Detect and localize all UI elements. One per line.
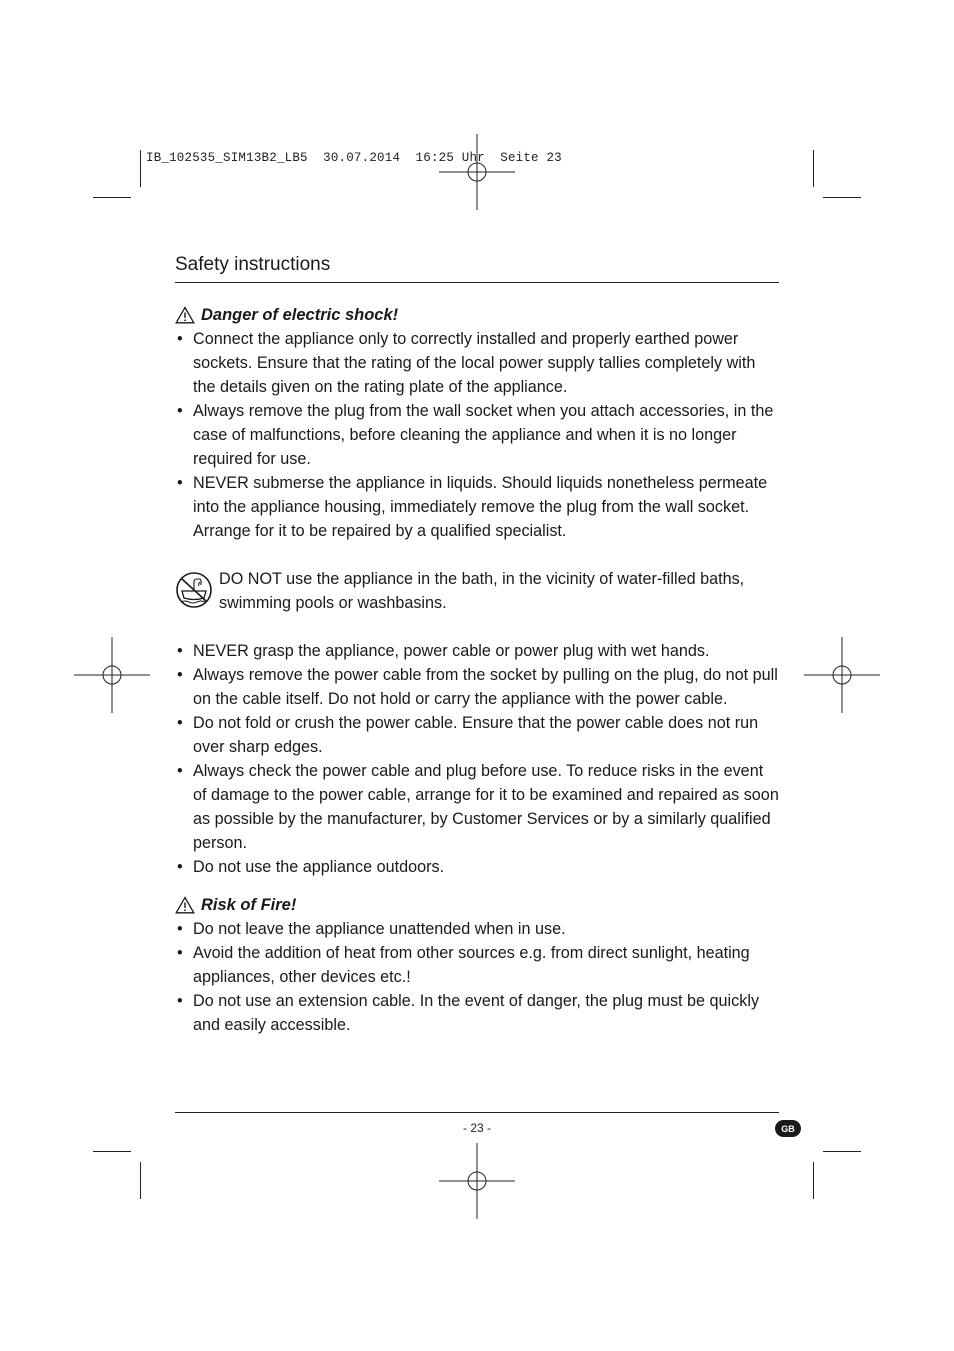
crop-mark (93, 1151, 131, 1152)
list-item: • Connect the appliance only to correctly installed and properly earthed power sockets. Ensure that the rating of the local power supply tallies completely with the details given on the rating plate of the appliance. (175, 327, 781, 399)
shock-heading (175, 303, 781, 327)
list-item: • Always remove the plug from the wall socket when you attach accessories, in the case of malfunctions, before cleaning the appliance and when it is no longer required for use. (175, 399, 781, 471)
bath-warning (175, 567, 781, 615)
shock-heading-text: Danger of electric shock! (201, 306, 399, 324)
list-item: • Always check the power cable and plug before use. To reduce risks in the event of damage to the power cable, arrange for it to be examined and repaired as soon as possible by the manufacturer, by Customer Services or by a similarly qualified person. (175, 759, 781, 855)
registration-mark-icon (74, 637, 150, 713)
registration-mark-icon (804, 637, 880, 713)
crop-mark (93, 197, 131, 198)
language-badge: GB (775, 1120, 801, 1137)
list-item: • Avoid the addition of heat from other sources e.g. from direct sunlight, heating appliances, other devices etc.! (175, 941, 781, 989)
list-item: • Do not use an extension cable. In the event of danger, the plug must be quickly and easily accessible. (175, 989, 781, 1037)
shock-bullet-list-2 (175, 639, 781, 879)
list-item: • NEVER grasp the appliance, power cable or power plug with wet hands. (175, 639, 781, 663)
crop-mark (140, 150, 141, 187)
shock-section (175, 303, 781, 879)
bath-warning-text: DO NOT use the appliance in the bath, in the vicinity of water-filled baths, swimming pools or washbasins. (219, 570, 745, 612)
list-item: • Do not use the appliance outdoors. (175, 855, 781, 879)
no-bath-icon (175, 571, 213, 609)
crop-mark (823, 197, 861, 198)
list-item: • Do not fold or crush the power cable. Ensure that the power cable does not run over sharp edges. (175, 711, 781, 759)
page-number: - 23 - (462, 1121, 491, 1135)
crop-mark (813, 1162, 814, 1199)
list-item: • Do not leave the appliance unattended when in use. (175, 917, 781, 941)
list-item: • Always remove the power cable from the socket by pulling on the plug, do not pull on the cable itself. Do not hold or carry the appliance with the power cable. (175, 663, 781, 711)
crop-mark (140, 1162, 141, 1199)
fire-heading-text: Risk of Fire! (201, 896, 297, 914)
registration-mark-icon (439, 134, 515, 210)
title-divider (175, 282, 779, 283)
fire-section (175, 893, 781, 1037)
fire-bullet-list (175, 917, 781, 1037)
page-title: Safety instructions (175, 254, 331, 275)
list-item: • NEVER submerse the appliance in liquids. Should liquids nonetheless permeate into the appliance housing, immediately remove the plug from the wall socket. Arrange for it to be repaired by a qualified specialist. (175, 471, 781, 543)
print-slug: IB_102535_SIM13B2_LB5 30.07.2014 16:25 Uhr Seite 23 (146, 151, 562, 165)
footer-divider (175, 1112, 779, 1113)
fire-heading (175, 893, 781, 917)
shock-bullet-list (175, 327, 781, 543)
warning-triangle-icon (175, 896, 195, 914)
registration-mark-icon (439, 1143, 515, 1219)
crop-mark (813, 150, 814, 187)
warning-triangle-icon (175, 306, 195, 324)
crop-mark (823, 1151, 861, 1152)
